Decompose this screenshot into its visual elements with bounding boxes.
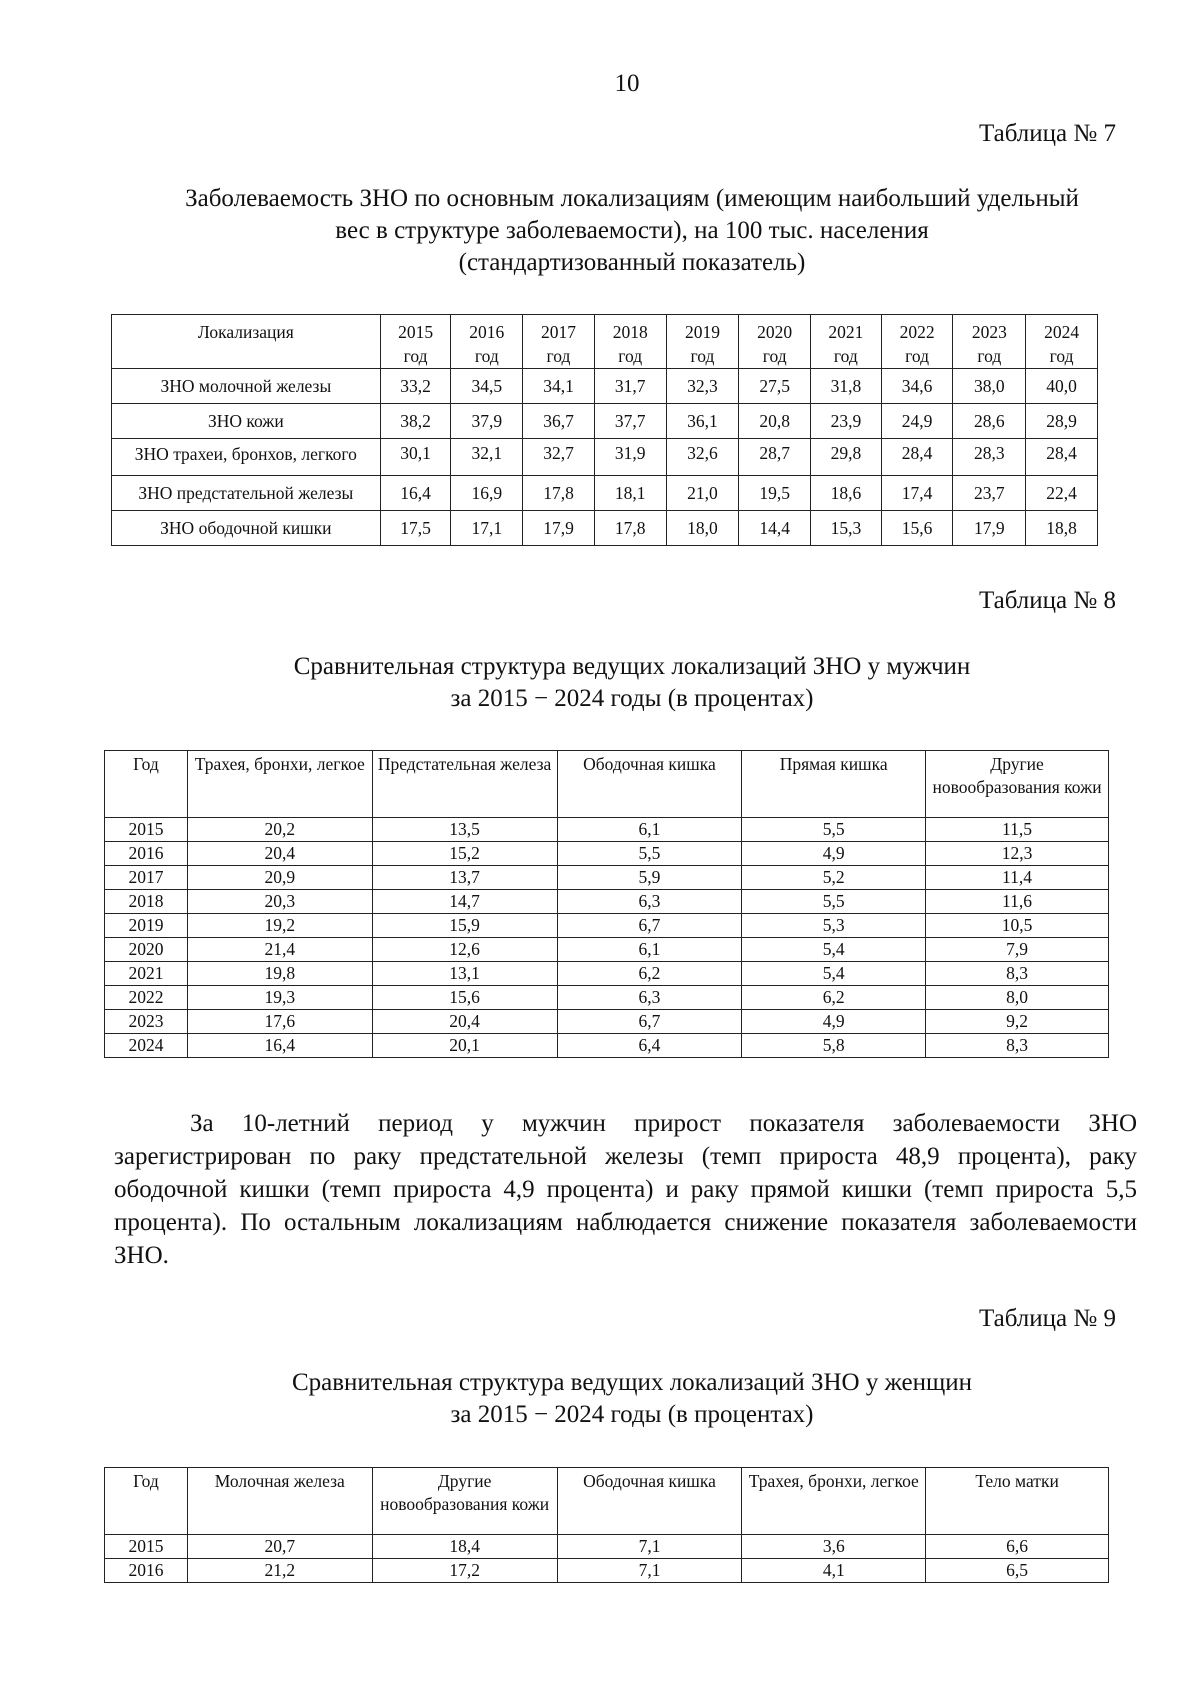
column-header-localization: Локализация — [112, 315, 381, 369]
column-header-year — [666, 315, 739, 369]
localization-cell: ЗНО кожи — [112, 404, 381, 439]
value-cell: 32,1 — [451, 439, 523, 476]
value-cell: 20,7 — [187, 1535, 372, 1559]
value-cell: 23,7 — [953, 476, 1026, 511]
value-cell: 8,0 — [926, 986, 1109, 1010]
men-structure-table — [104, 750, 1109, 1058]
column-header: Молочная железа — [187, 1468, 372, 1535]
column-header: Предстательная железа — [372, 751, 557, 818]
column-header: Прямая кишка — [742, 751, 926, 818]
column-header-year — [594, 315, 666, 369]
column-header: Ободочная кишка — [557, 1468, 742, 1535]
column-header: Другие новообразования кожи — [926, 751, 1109, 818]
value-cell: 33,2 — [380, 369, 451, 404]
table-row — [112, 404, 1098, 439]
year-suffix: год — [833, 346, 858, 366]
year-label: 2019 — [684, 322, 720, 342]
year-cell: 2015 — [105, 818, 188, 842]
value-cell: 32,7 — [523, 439, 595, 476]
table-row — [105, 1559, 1109, 1583]
value-cell: 30,1 — [380, 439, 451, 476]
value-cell: 17,9 — [523, 511, 595, 546]
column-header-year — [739, 315, 811, 369]
value-cell: 21,4 — [187, 938, 372, 962]
year-label: 2017 — [541, 322, 576, 342]
year-cell: 2015 — [105, 1535, 188, 1559]
value-cell: 19,8 — [187, 962, 372, 986]
year-label: 2018 — [612, 322, 648, 342]
value-cell: 20,1 — [372, 1034, 557, 1058]
value-cell: 6,2 — [742, 986, 926, 1010]
value-cell: 6,1 — [557, 818, 742, 842]
value-cell: 4,1 — [742, 1559, 926, 1583]
table-row — [112, 476, 1098, 511]
column-header-year — [451, 315, 523, 369]
value-cell: 9,2 — [926, 1010, 1109, 1034]
column-header: Ободочная кишка — [557, 751, 742, 818]
value-cell: 40,0 — [1026, 369, 1098, 404]
value-cell: 15,2 — [372, 842, 557, 866]
column-header: Год — [105, 751, 188, 818]
table9-label: Таблица № 9 — [978, 1305, 1116, 1332]
year-cell: 2022 — [105, 986, 188, 1010]
table-row — [105, 842, 1109, 866]
value-cell: 8,3 — [926, 1034, 1109, 1058]
value-cell: 6,2 — [557, 962, 742, 986]
value-cell: 5,5 — [742, 818, 926, 842]
year-suffix: год — [762, 346, 787, 366]
value-cell: 32,6 — [666, 439, 739, 476]
value-cell: 32,3 — [666, 369, 739, 404]
value-cell: 5,5 — [557, 842, 742, 866]
table7-caption — [110, 183, 1154, 279]
value-cell: 17,6 — [187, 1010, 372, 1034]
value-cell: 20,2 — [187, 818, 372, 842]
table-row — [105, 1010, 1109, 1034]
value-cell: 5,4 — [742, 938, 926, 962]
year-label: 2020 — [757, 322, 793, 342]
year-cell: 2019 — [105, 914, 188, 938]
year-cell: 2016 — [105, 842, 188, 866]
value-cell: 14,7 — [372, 890, 557, 914]
value-cell: 20,9 — [187, 866, 372, 890]
table-row — [105, 986, 1109, 1010]
value-cell: 18,4 — [372, 1535, 557, 1559]
value-cell: 5,8 — [742, 1034, 926, 1058]
year-cell: 2024 — [105, 1034, 188, 1058]
value-cell: 34,5 — [451, 369, 523, 404]
value-cell: 7,1 — [557, 1535, 742, 1559]
table-row — [105, 938, 1109, 962]
year-label: 2024 — [1044, 322, 1080, 342]
value-cell: 15,6 — [881, 511, 953, 546]
value-cell: 12,6 — [372, 938, 557, 962]
year-label: 2016 — [469, 322, 505, 342]
value-cell: 15,3 — [811, 511, 882, 546]
value-cell: 31,8 — [811, 369, 882, 404]
year-cell: 2023 — [105, 1010, 188, 1034]
table9-caption-line: Сравнительная структура ведущих локализаций ЗНО у женщин — [291, 1369, 973, 1396]
year-suffix: год — [1049, 346, 1074, 366]
table7-caption-line: вес в структуре заболеваемости), на 100 тыс. населения — [335, 217, 929, 244]
value-cell: 11,5 — [926, 818, 1109, 842]
year-label: 2021 — [828, 322, 864, 342]
value-cell: 6,4 — [557, 1034, 742, 1058]
table7-label: Таблица № 7 — [978, 120, 1116, 147]
year-suffix: год — [403, 346, 428, 366]
value-cell: 15,9 — [372, 914, 557, 938]
year-cell: 2020 — [105, 938, 188, 962]
table-row — [105, 914, 1109, 938]
value-cell: 6,3 — [557, 890, 742, 914]
value-cell: 38,0 — [953, 369, 1026, 404]
value-cell: 31,7 — [594, 369, 666, 404]
value-cell: 3,6 — [742, 1535, 926, 1559]
value-cell: 7,9 — [926, 938, 1109, 962]
value-cell: 17,2 — [372, 1559, 557, 1583]
value-cell: 11,4 — [926, 866, 1109, 890]
value-cell: 20,8 — [739, 404, 811, 439]
table8-caption-line: Сравнительная структура ведущих локализаций ЗНО у мужчин — [293, 653, 971, 680]
localization-cell: ЗНО предстательной железы — [112, 476, 381, 511]
value-cell: 6,6 — [926, 1535, 1109, 1559]
column-header-year — [811, 315, 882, 369]
table-row — [112, 439, 1098, 476]
year-cell: 2016 — [105, 1559, 188, 1583]
value-cell: 28,6 — [953, 404, 1026, 439]
year-suffix: год — [474, 346, 499, 366]
value-cell: 28,9 — [1026, 404, 1098, 439]
table-row — [105, 890, 1109, 914]
table-row — [105, 818, 1109, 842]
year-cell: 2021 — [105, 962, 188, 986]
year-label: 2015 — [398, 322, 434, 342]
value-cell: 4,9 — [742, 842, 926, 866]
value-cell: 11,6 — [926, 890, 1109, 914]
body-paragraph: За 10-летний период у мужчин прирост показателя заболеваемости ЗНО зарегистрирован по раку предстательной железы (темп прироста 48,9 процента), раку ободочной кишки (темп прироста 4,9 процента) и раку прямой кишки (темп прироста 5,5 процента). По остальным локализациям наблюдается снижение показателя заболеваемости ЗНО. — [114, 1110, 1137, 1269]
table-row — [105, 962, 1109, 986]
year-suffix: год — [977, 346, 1002, 366]
value-cell: 5,3 — [742, 914, 926, 938]
value-cell: 5,4 — [742, 962, 926, 986]
table8-label: Таблица № 8 — [978, 587, 1116, 614]
value-cell: 6,7 — [557, 914, 742, 938]
value-cell: 18,6 — [811, 476, 882, 511]
column-header-year — [953, 315, 1026, 369]
localization-cell: ЗНО трахеи, бронхов, легкого — [112, 439, 381, 476]
value-cell: 16,4 — [187, 1034, 372, 1058]
value-cell: 6,1 — [557, 938, 742, 962]
value-cell: 31,9 — [594, 439, 666, 476]
value-cell: 4,9 — [742, 1010, 926, 1034]
year-label: 2023 — [971, 322, 1007, 342]
value-cell: 12,3 — [926, 842, 1109, 866]
table-row — [105, 1535, 1109, 1559]
value-cell: 20,4 — [187, 842, 372, 866]
value-cell: 19,3 — [187, 986, 372, 1010]
table-header-row — [105, 751, 1109, 818]
value-cell: 17,5 — [380, 511, 451, 546]
column-header-year — [881, 315, 953, 369]
value-cell: 19,5 — [739, 476, 811, 511]
column-header-year — [523, 315, 595, 369]
table-header-row — [112, 315, 1098, 369]
page-number: 10 — [614, 70, 640, 97]
table-row — [112, 369, 1098, 404]
value-cell: 27,5 — [739, 369, 811, 404]
column-header: Трахея, бронхи, легкое — [187, 751, 372, 818]
value-cell: 34,6 — [881, 369, 953, 404]
value-cell: 10,5 — [926, 914, 1109, 938]
table8-caption-line: за 2015 − 2024 годы (в процентах) — [450, 685, 814, 712]
value-cell: 29,8 — [811, 439, 882, 476]
column-header: Год — [105, 1468, 188, 1535]
table9-caption — [110, 1367, 1154, 1431]
value-cell: 28,4 — [881, 439, 953, 476]
value-cell: 13,1 — [372, 962, 557, 986]
value-cell: 16,4 — [380, 476, 451, 511]
table8-caption — [110, 651, 1154, 715]
value-cell: 36,1 — [666, 404, 739, 439]
value-cell: 28,3 — [953, 439, 1026, 476]
column-header: Тело матки — [926, 1468, 1109, 1535]
table7-caption-line: Заболеваемость ЗНО по основным локализациям (имеющим наибольший удельный — [185, 185, 1079, 212]
value-cell: 18,0 — [666, 511, 739, 546]
column-header-year — [1026, 315, 1098, 369]
value-cell: 21,0 — [666, 476, 739, 511]
value-cell: 16,9 — [451, 476, 523, 511]
value-cell: 23,9 — [811, 404, 882, 439]
year-cell: 2018 — [105, 890, 188, 914]
value-cell: 20,4 — [372, 1010, 557, 1034]
value-cell: 17,9 — [953, 511, 1026, 546]
value-cell: 13,7 — [372, 866, 557, 890]
column-header-year — [380, 315, 451, 369]
value-cell: 37,9 — [451, 404, 523, 439]
year-cell: 2017 — [105, 866, 188, 890]
value-cell: 14,4 — [739, 511, 811, 546]
value-cell: 7,1 — [557, 1559, 742, 1583]
women-structure-table — [104, 1467, 1109, 1583]
value-cell: 6,5 — [926, 1559, 1109, 1583]
value-cell: 37,7 — [594, 404, 666, 439]
value-cell: 6,7 — [557, 1010, 742, 1034]
table-row — [112, 511, 1098, 546]
year-suffix: год — [618, 346, 643, 366]
localization-cell: ЗНО молочной железы — [112, 369, 381, 404]
value-cell: 17,8 — [594, 511, 666, 546]
value-cell: 18,8 — [1026, 511, 1098, 546]
value-cell: 28,7 — [739, 439, 811, 476]
value-cell: 13,5 — [372, 818, 557, 842]
year-suffix: год — [546, 346, 571, 366]
table7-caption-line: (стандартизованный показатель) — [458, 249, 806, 276]
value-cell: 20,3 — [187, 890, 372, 914]
value-cell: 17,1 — [451, 511, 523, 546]
incidence-table — [111, 314, 1098, 546]
value-cell: 17,8 — [523, 476, 595, 511]
value-cell: 28,4 — [1026, 439, 1098, 476]
table-header-row — [105, 1468, 1109, 1535]
value-cell: 5,5 — [742, 890, 926, 914]
column-header: Другие новообразования кожи — [372, 1468, 557, 1535]
value-cell: 34,1 — [523, 369, 595, 404]
value-cell: 19,2 — [187, 914, 372, 938]
year-suffix: год — [690, 346, 715, 366]
value-cell: 8,3 — [926, 962, 1109, 986]
localization-cell: ЗНО ободочной кишки — [112, 511, 381, 546]
value-cell: 17,4 — [881, 476, 953, 511]
year-label: 2022 — [899, 322, 935, 342]
value-cell: 36,7 — [523, 404, 595, 439]
table-row — [105, 866, 1109, 890]
value-cell: 18,1 — [594, 476, 666, 511]
table9-caption-line: за 2015 − 2024 годы (в процентах) — [450, 1401, 814, 1428]
value-cell: 5,2 — [742, 866, 926, 890]
value-cell: 5,9 — [557, 866, 742, 890]
value-cell: 21,2 — [187, 1559, 372, 1583]
year-suffix: год — [905, 346, 930, 366]
table-row — [105, 1034, 1109, 1058]
value-cell: 22,4 — [1026, 476, 1098, 511]
value-cell: 38,2 — [380, 404, 451, 439]
column-header: Трахея, бронхи, легкое — [742, 1468, 926, 1535]
value-cell: 6,3 — [557, 986, 742, 1010]
value-cell: 15,6 — [372, 986, 557, 1010]
value-cell: 24,9 — [881, 404, 953, 439]
